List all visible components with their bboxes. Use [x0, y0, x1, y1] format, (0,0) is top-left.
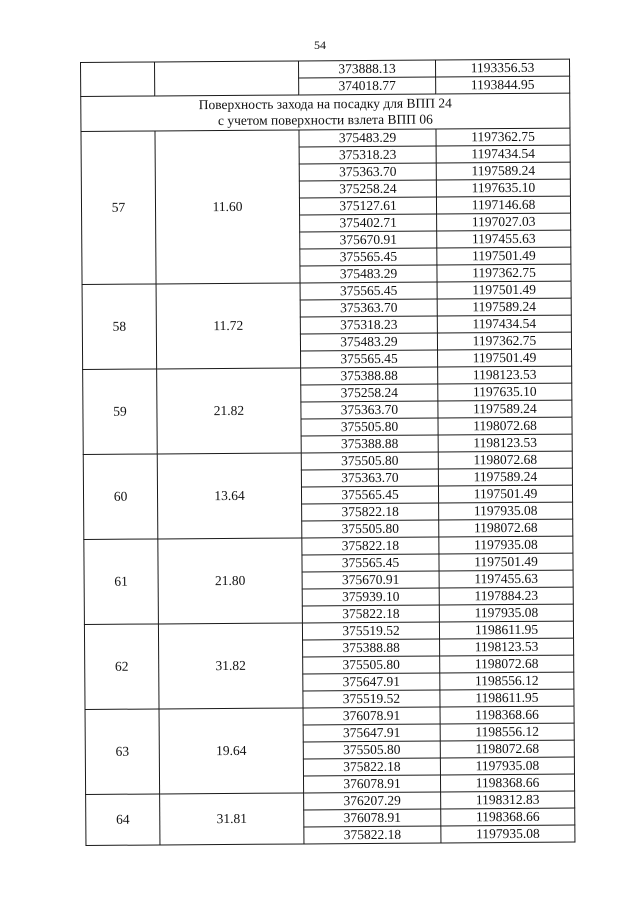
x-coordinate-cell: 375505.80 [302, 520, 439, 538]
x-coordinate-cell: 375363.70 [301, 401, 438, 419]
y-coordinate-cell: 1197635.10 [436, 179, 570, 197]
section-title-line-1: Поверхность захода на посадку для ВПП 24 [198, 95, 452, 113]
x-coordinate-cell: 374018.77 [299, 77, 436, 95]
x-coordinate-cell: 375647.91 [303, 724, 440, 742]
y-coordinate-cell: 1197635.10 [438, 383, 572, 401]
y-coordinate-cell: 1197589.24 [437, 298, 571, 316]
zone-area-cell: 21.80 [158, 538, 303, 624]
y-coordinate-cell: 1198123.53 [440, 638, 574, 656]
x-coordinate-cell: 375402.71 [300, 214, 437, 232]
x-coordinate-cell: 375822.18 [302, 503, 439, 521]
x-coordinate-cell: 375505.80 [301, 452, 438, 470]
zone-number-cell: 59 [83, 369, 158, 455]
y-coordinate-cell: 1198611.95 [440, 689, 574, 707]
y-coordinate-cell: 1198123.53 [438, 366, 572, 384]
zone-number-cell: 63 [85, 709, 160, 795]
coordinates-table [80, 59, 575, 846]
y-coordinate-cell: 1197434.54 [437, 315, 571, 333]
y-coordinate-cell: 1197455.63 [437, 230, 571, 248]
y-coordinate-cell: 1197027.03 [437, 213, 571, 231]
section-title [81, 93, 570, 131]
y-coordinate-cell: 1197589.24 [438, 468, 572, 486]
section-title-row [81, 93, 570, 131]
x-coordinate-cell: 376078.91 [304, 809, 441, 827]
x-coordinate-cell: 375647.91 [303, 673, 440, 691]
y-coordinate-cell: 1197501.49 [437, 247, 571, 265]
y-coordinate-cell: 1197501.49 [439, 553, 573, 571]
x-coordinate-cell: 375388.88 [303, 639, 440, 657]
y-coordinate-cell: 1197362.75 [436, 128, 570, 146]
x-coordinate-cell: 376078.91 [303, 775, 440, 793]
x-coordinate-cell: 375565.45 [300, 248, 437, 266]
zone-number-cell: 60 [83, 454, 158, 540]
x-coordinate-cell: 375565.45 [302, 554, 439, 572]
y-coordinate-cell: 1197935.08 [439, 604, 573, 622]
x-coordinate-cell: 376078.91 [303, 707, 440, 725]
x-coordinate-cell: 375363.70 [300, 299, 437, 317]
x-coordinate-cell: 375670.91 [300, 231, 437, 249]
x-coordinate-cell: 375388.88 [301, 367, 438, 385]
zone-number-cell: 57 [81, 131, 156, 285]
x-coordinate-cell: 375363.70 [301, 469, 438, 487]
empty-number-cell [81, 62, 155, 97]
x-coordinate-cell: 375388.88 [301, 435, 438, 453]
x-coordinate-cell: 375483.29 [300, 265, 437, 283]
x-coordinate-cell: 375822.18 [304, 826, 441, 844]
y-coordinate-cell: 1197589.24 [438, 400, 572, 418]
x-coordinate-cell: 375565.45 [301, 350, 438, 368]
y-coordinate-cell: 1197501.49 [438, 349, 572, 367]
x-coordinate-cell: 375127.61 [299, 197, 436, 215]
empty-area-cell [155, 61, 299, 96]
y-coordinate-cell: 1197501.49 [438, 485, 572, 503]
zone-area-cell: 11.60 [155, 130, 300, 284]
y-coordinate-cell: 1198368.66 [440, 706, 574, 724]
x-coordinate-cell: 375258.24 [299, 180, 436, 198]
x-coordinate-cell: 375670.91 [302, 571, 439, 589]
y-coordinate-cell: 1197935.08 [441, 825, 575, 843]
y-coordinate-cell: 1198611.95 [439, 621, 573, 639]
x-coordinate-cell: 375565.45 [301, 486, 438, 504]
y-coordinate-cell: 1197455.63 [439, 570, 573, 588]
x-coordinate-cell: 373888.13 [298, 60, 435, 78]
y-coordinate-cell: 1193844.95 [436, 76, 570, 94]
zone-area-cell: 21.82 [157, 368, 302, 454]
y-coordinate-cell: 1198072.68 [440, 655, 574, 673]
y-coordinate-cell: 1197935.08 [440, 757, 574, 775]
y-coordinate-cell: 1198556.12 [440, 672, 574, 690]
x-coordinate-cell: 375822.18 [302, 605, 439, 623]
x-coordinate-cell: 375822.18 [302, 537, 439, 555]
zone-number-cell: 61 [84, 539, 159, 625]
y-coordinate-cell: 1198556.12 [440, 723, 574, 741]
y-coordinate-cell: 1197884.23 [439, 587, 573, 605]
y-coordinate-cell: 1197935.08 [439, 536, 573, 554]
y-coordinate-cell: 1198368.66 [440, 774, 574, 792]
y-coordinate-cell: 1198072.68 [440, 740, 574, 758]
zone-number-cell: 64 [86, 794, 160, 846]
x-coordinate-cell: 375939.10 [302, 588, 439, 606]
y-coordinate-cell: 1197146.68 [436, 196, 570, 214]
x-coordinate-cell: 375258.24 [301, 384, 438, 402]
y-coordinate-cell: 1197935.08 [439, 502, 573, 520]
y-coordinate-cell: 1198123.53 [438, 434, 572, 452]
zone-area-cell: 19.64 [159, 708, 304, 794]
zone-number-cell: 62 [84, 624, 159, 710]
y-coordinate-cell: 1197362.75 [437, 332, 571, 350]
y-coordinate-cell: 1197434.54 [436, 145, 570, 163]
x-coordinate-cell: 375822.18 [303, 758, 440, 776]
y-coordinate-cell: 1198072.68 [439, 519, 573, 537]
x-coordinate-cell: 375505.80 [303, 741, 440, 759]
zone-area-cell: 11.72 [156, 283, 301, 369]
zone-area-cell: 13.64 [157, 453, 302, 539]
coordinates-table-body [81, 59, 575, 845]
y-coordinate-cell: 1197589.24 [436, 162, 570, 180]
y-coordinate-cell: 1197362.75 [437, 264, 571, 282]
x-coordinate-cell: 375363.70 [299, 163, 436, 181]
y-coordinate-cell: 1198368.66 [441, 808, 575, 826]
x-coordinate-cell: 375519.52 [303, 690, 440, 708]
x-coordinate-cell: 376207.29 [304, 792, 441, 810]
x-coordinate-cell: 375483.29 [299, 129, 436, 147]
x-coordinate-cell: 375519.52 [302, 622, 439, 640]
x-coordinate-cell: 375483.29 [300, 333, 437, 351]
x-coordinate-cell: 375505.80 [303, 656, 440, 674]
section-title-line-2: с учетом поверхности взлета ВПП 06 [217, 111, 433, 129]
zone-area-cell: 31.82 [158, 623, 303, 709]
y-coordinate-cell: 1197501.49 [437, 281, 571, 299]
x-coordinate-cell: 375505.80 [301, 418, 438, 436]
x-coordinate-cell: 375318.23 [300, 316, 437, 334]
x-coordinate-cell: 375565.45 [300, 282, 437, 300]
y-coordinate-cell: 1198072.68 [438, 451, 572, 469]
page-number: 54 [314, 38, 326, 52]
zone-area-cell: 31.81 [160, 793, 304, 845]
x-coordinate-cell: 375318.23 [299, 146, 436, 164]
y-coordinate-cell: 1198312.83 [441, 791, 575, 809]
zone-number-cell: 58 [82, 284, 157, 370]
y-coordinate-cell: 1193356.53 [435, 59, 569, 77]
y-coordinate-cell: 1198072.68 [438, 417, 572, 435]
